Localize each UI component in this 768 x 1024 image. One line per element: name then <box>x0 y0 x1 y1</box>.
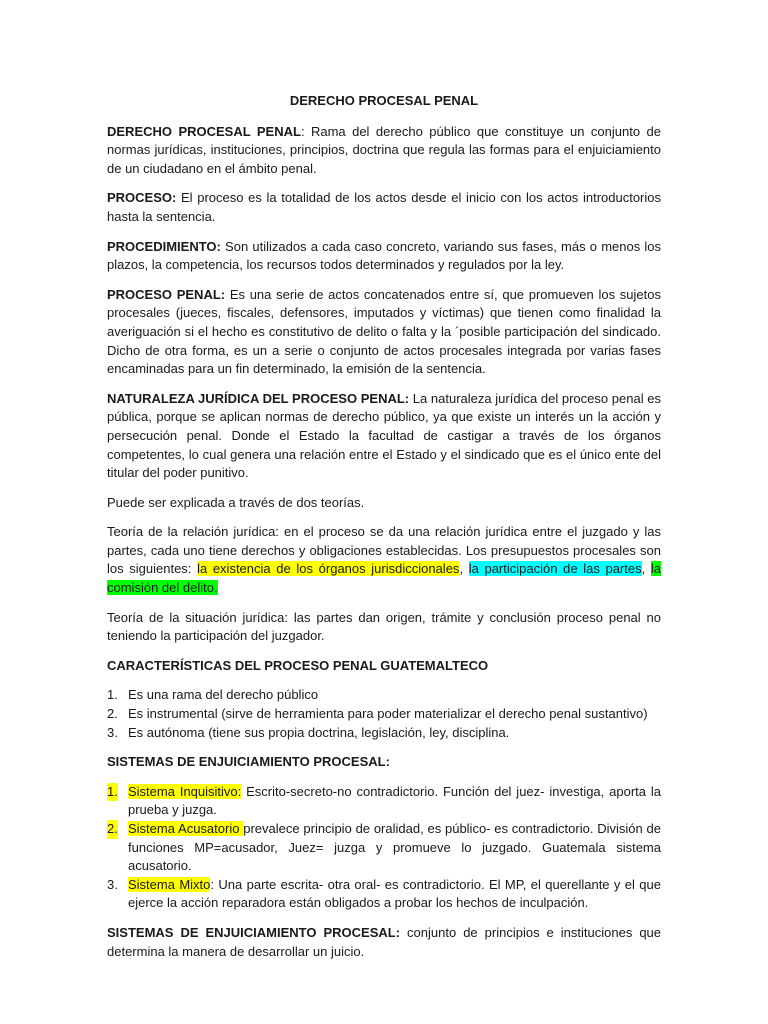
list-item <box>107 876 661 913</box>
paragraph-derecho-procesal-penal <box>107 123 661 179</box>
list-item <box>107 783 661 820</box>
paragraph-naturaleza-juridica <box>107 390 661 483</box>
term-proceso: PROCESO: <box>107 190 177 206</box>
definition-text: Son utilizados a cada caso concreto, variando sus fases, más o menos los plazos, la competencia, los recursos todos determinados y regulados por la ley. <box>107 238 661 273</box>
list-item-text: Escrito-secreto-no contradictorio. Función del juez- investiga, aporta la prueba y juzga. <box>128 783 661 818</box>
highlight-sistema-mixto: Sistema Mixto <box>128 876 211 892</box>
definition-text: : Rama del derecho público que constituye un conjunto de normas jurídicas, instituciones, principios, doctrina que regula las formas para el enjuiciamiento de un ciudadano en el ámbito penal. <box>107 123 661 176</box>
document-page <box>107 92 661 972</box>
highlight-sistema-inquisitivo: Sistema Inquisitivo: <box>128 783 242 799</box>
list-caracteristicas <box>107 686 661 742</box>
list-item-text: prevalece principio de oralidad, es público- es contradictorio. División de funciones MP=acusador, Juez= juzga y promueve lo juzgado. Guatemala sistema acusatorio. <box>128 821 661 874</box>
list-item <box>107 686 661 705</box>
term-procedimiento: PROCEDIMIENTO: <box>107 238 221 254</box>
list-item <box>107 705 661 724</box>
list-item <box>107 820 661 876</box>
list-item-text: Es autónoma (tiene sus propia doctrina, legislación, ley, disciplina. <box>128 724 510 740</box>
heading-caracteristicas: CARACTERÍSTICAS DEL PROCESO PENAL GUATEMALTECO <box>107 657 489 673</box>
list-number: 3. <box>107 724 118 740</box>
term-derecho-procesal-penal: DERECHO PROCESAL PENAL <box>107 123 301 139</box>
list-number: 2. <box>107 706 118 722</box>
definition-text: conjunto de principios e instituciones que determina la manera de desarrollar un juicio. <box>107 924 662 959</box>
definition-text: El proceso es la totalidad de los actos desde el inicio con los actos introductorios hasta la sentencia. <box>107 190 661 224</box>
separator-text: , <box>641 561 651 577</box>
list-number: 2. <box>107 820 118 839</box>
heading-sistemas-enjuiciamiento: SISTEMAS DE ENJUICIAMIENTO PROCESAL: <box>107 754 390 770</box>
highlight-participacion-partes: la participación de las partes <box>468 561 642 577</box>
body-text: Teoría de la relación jurídica: en el proceso se da una relación jurídica entre el juzgado y las partes, cada uno tiene derechos y obligaciones establecidas. Los presupuestos procesales son los siguientes: <box>107 524 661 577</box>
paragraph-procedimiento <box>107 238 661 275</box>
term-sistemas-enjuiciamiento: SISTEMAS DE ENJUICIAMIENTO PROCESAL: <box>107 924 401 940</box>
separator-text: , <box>459 561 469 577</box>
paragraph-sistemas-enjuiciamiento <box>107 924 661 961</box>
highlight-sistema-acusatorio: Sistema Acusatorio <box>128 821 244 836</box>
list-number: 1. <box>107 783 118 802</box>
paragraph-teoria-situacion-juridica: Teoría de la situación jurídica: las partes dan origen, trámite y conclusión proceso penal no teniendo la participación del juzgador. <box>107 609 661 644</box>
list-item <box>107 724 661 743</box>
list-number: 1. <box>107 687 118 703</box>
paragraph-proceso-penal <box>107 286 661 379</box>
paragraph-teoria-relacion-juridica <box>107 523 661 597</box>
list-item-text: : Una parte escrita- otra oral- es contradictorio. El MP, el querellante y el que ejerce la acción reparadora están obligados a probar los hechos de inculpación. <box>128 876 661 911</box>
list-sistemas <box>107 783 661 913</box>
list-number: 3. <box>107 876 118 892</box>
definition-text: La naturaleza jurídica del proceso penal es pública, porque se aplican normas de derecho público, ya que existe un interés un la acción y persecución penal. Donde el Estado la facultad de castigar a través de los órganos competentes, lo cual genera una relación entre el Estado y el sindicado que es el único ente del titular del poder punitivo. <box>107 390 661 481</box>
list-item-text: Es instrumental (sirve de herramienta para poder materializar el derecho penal sustantivo) <box>128 706 648 722</box>
paragraph-proceso <box>107 189 661 226</box>
term-proceso-penal: PROCESO PENAL: <box>107 286 226 302</box>
term-naturaleza-juridica: NATURALEZA JURÍDICA DEL PROCESO PENAL: <box>107 390 410 406</box>
highlight-comision-delito: la comisión del delito. <box>107 561 661 596</box>
paragraph-teorias-intro: Puede ser explicada a través de dos teorías. <box>107 494 365 510</box>
list-item-text: Es una rama del derecho público <box>128 687 319 703</box>
definition-text: Es una serie de actos concatenados entre sí, que promueven los sujetos procesales (jueces, fiscales, defensores, imputados y víctimas) que tienen como finalidad la averiguación si el hecho es constitutivo de delito o falta y la ´posible participación del sindicado. Dicho de otra forma, es un a serie o conjunto de actos procesales integrada por varias fases encaminadas para un fin determinado, la emisión de la sentencia. <box>107 286 661 377</box>
document-title: DERECHO PROCESAL PENAL <box>289 93 479 108</box>
highlight-organos-jurisdiccionales: la existencia de los órganos jurisdiccionales <box>197 561 460 577</box>
